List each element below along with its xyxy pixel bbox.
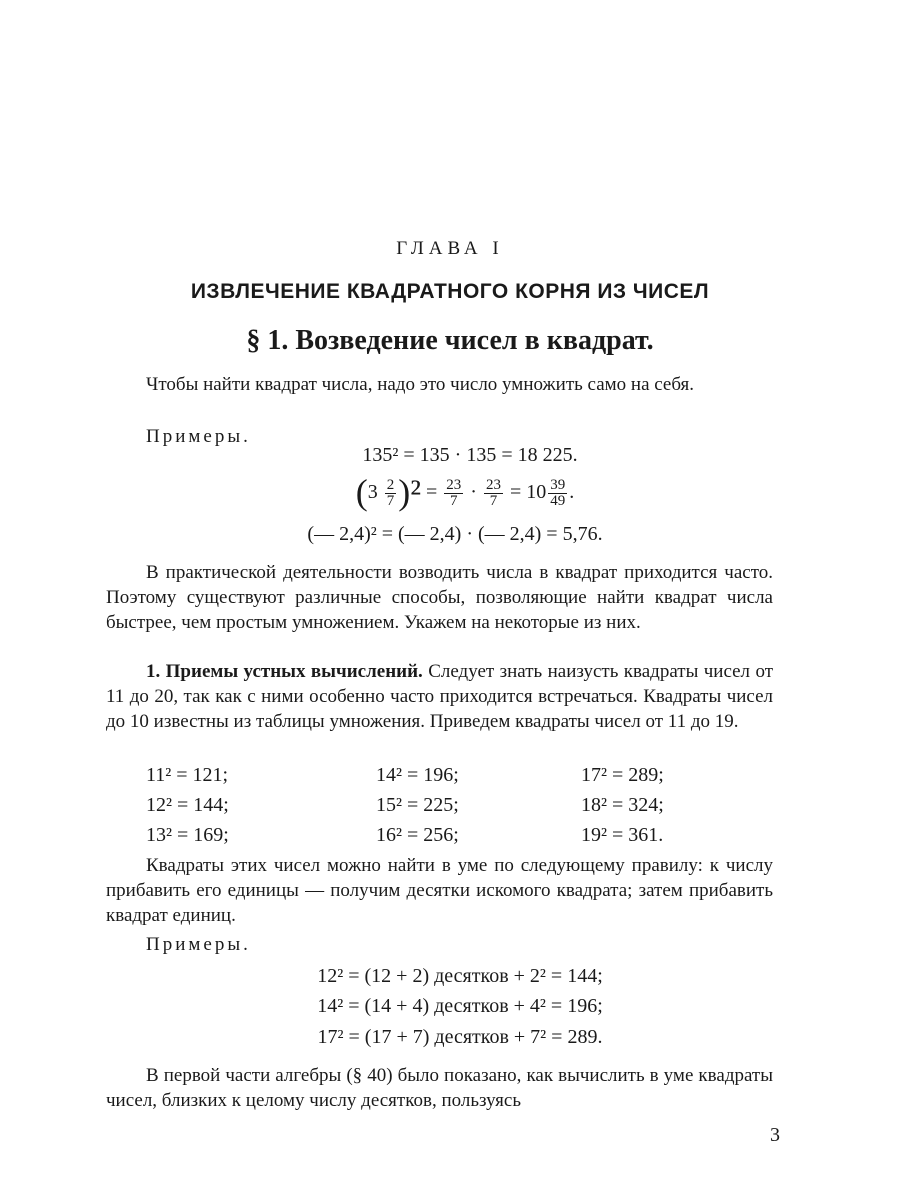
squares-row	[146, 790, 766, 820]
frac-numerator: 39	[550, 477, 566, 493]
last-paragraph	[106, 1063, 773, 1113]
square-cell: 14² = 196;	[376, 764, 459, 786]
section-title: § 1. Возведение чисел в квадрат.	[246, 325, 654, 356]
rule-text: Квадраты этих чисел можно найти в уме по следующему правилу: к числу прибавить его единицы — получим десятки искомого квадрата; затем прибавить квадрат единиц.	[106, 855, 773, 926]
frac-denominator: 49	[550, 493, 566, 509]
formula-2-dot: ·	[470, 481, 477, 504]
examples-label-2	[106, 932, 773, 957]
chapter-label: ГЛАВА I	[396, 238, 504, 259]
formula-2-frac-1	[385, 478, 397, 509]
subsection-paragraph	[106, 659, 773, 734]
square-cell: 19² = 361.	[581, 824, 664, 846]
squares-row	[146, 760, 766, 790]
intro-text: Чтобы найти квадрат числа, надо это число умножить само на себя.	[146, 374, 695, 395]
frac-numerator: 23	[446, 477, 462, 493]
frac-denominator: 7	[489, 493, 498, 509]
intro-paragraph	[106, 372, 773, 397]
formula-2-end: .	[569, 481, 575, 504]
square-cell: 13² = 169;	[146, 824, 229, 846]
square-cell: 12² = 144;	[146, 794, 229, 816]
formula-2	[0, 472, 900, 513]
formula-1: 135² = 135 · 135 = 18 225.	[362, 444, 578, 466]
square-cell: 16² = 256;	[376, 824, 459, 846]
practical-paragraph	[106, 560, 773, 635]
square-cell: 17² = 289;	[581, 764, 664, 786]
formula-2-close-paren: )²	[398, 472, 422, 513]
formula-2-frac-2	[444, 478, 463, 509]
formula-2-frac-3	[484, 478, 503, 509]
square-cell: 18² = 324;	[581, 794, 664, 816]
square-cell: 11² = 121;	[146, 764, 229, 786]
last-text: В первой части алгебры (§ 40) было показано, как вычислить в уме квадраты чисел, близких к целому числу десятков, пользуясь	[106, 1065, 773, 1111]
squares-row	[146, 820, 766, 850]
chapter-title: ИЗВЛЕЧЕНИЕ КВАДРАТНОГО КОРНЯ ИЗ ЧИСЕЛ	[190, 280, 710, 303]
squares-table	[146, 760, 766, 850]
square-cell: 15² = 225;	[376, 794, 459, 816]
page-number: 3	[770, 1124, 780, 1146]
formula-3: (— 2,4)² = (— 2,4) · (— 2,4) = 5,76.	[307, 523, 603, 545]
examples-label-text: Примеры.	[146, 934, 251, 955]
rule-example: 12² = (12 + 2) десятков + 2² = 144;	[317, 965, 603, 987]
formula-2-open-paren: (	[355, 472, 368, 513]
formula-2-frac-4	[548, 478, 567, 509]
frac-numerator: 23	[485, 477, 501, 493]
subsection-heading: 1. Приемы устных вычислений.	[146, 661, 423, 682]
formula-2-result: = 10	[509, 481, 547, 504]
frac-denominator: 7	[386, 493, 395, 509]
rule-paragraph	[106, 853, 773, 928]
practical-text: В практической деятельности возводить числа в квадрат приходится часто. Поэтому существуют различные способы, позволяющие найти квадрат числа быстрее, чем простым умножением. Укажем на некоторые из них.	[106, 562, 773, 633]
rule-example: 17² = (17 + 7) десятков + 7² = 289.	[317, 1026, 603, 1048]
frac-numerator: 2	[386, 477, 395, 493]
rule-example: 14² = (14 + 4) десятков + 4² = 196;	[317, 995, 603, 1017]
examples-label-text: Примеры.	[146, 426, 251, 447]
subsection-text: Следует знать наизусть квадраты чисел от 11 до 20, так как с ними особенно часто приходится встречаться. Квадраты чисел до 10 известны из таблицы умножения. Приведем квадраты чисел от 11 до 19.	[106, 661, 773, 732]
formula-2-whole: 3	[367, 481, 378, 504]
formula-2-equals: =	[426, 481, 438, 504]
frac-denominator: 7	[450, 493, 458, 509]
